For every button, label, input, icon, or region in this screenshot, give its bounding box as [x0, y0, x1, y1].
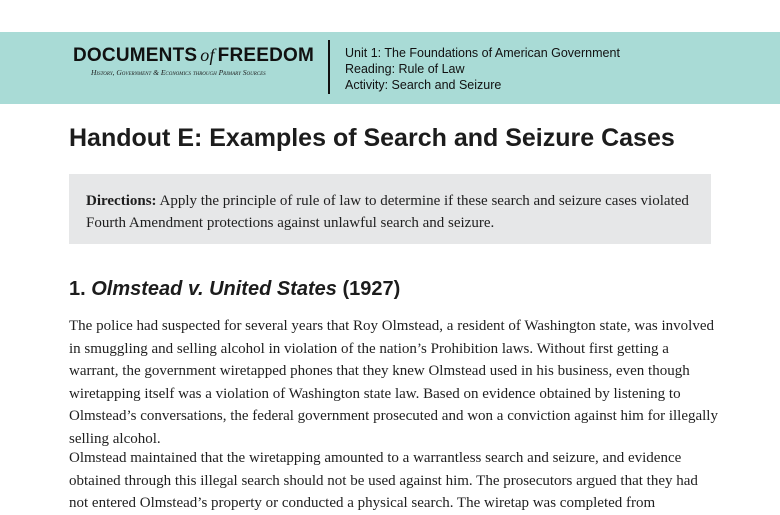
case-name: Olmstead v. United States [91, 278, 337, 300]
brand-name-part1: DOCUMENTS [73, 45, 198, 66]
brand-name-part2: FREEDOM [217, 45, 315, 66]
brand-tagline: History, Government & Economics through Primary Sources [91, 68, 266, 77]
brand-logo [73, 44, 318, 77]
directions-box [69, 174, 711, 244]
directions-text [86, 190, 696, 234]
activity-label: Activity: Search and Seizure [345, 78, 502, 92]
unit-info [345, 45, 620, 93]
directions-body: Apply the principle of rule of law to determine if these search and seizure cases violated Fourth Amendment protections against unlawful search and seizure. [86, 193, 689, 231]
case-heading [69, 278, 400, 301]
brand-name-of: of [200, 45, 215, 65]
brand-name [73, 44, 318, 67]
case-year: (1927) [342, 278, 401, 300]
header-divider [328, 40, 330, 94]
case-paragraph-1: The police had suspected for several years that Roy Olmstead, a resident of Washington state, was involved in smuggling and selling alcohol in violation of the nation’s Prohibition laws. Without first getting a warrant, the government wiretapped phones that they knew Olmstead used in his business, even though wiretapping itself was a violation of Washington state law. Based on evidence obtained by listening to Olmstead’s conversations, the federal government prosecuted and won a conviction against him for illegally selling alcohol. [69, 318, 718, 447]
unit-label: Unit 1: The Foundations of American Government [345, 46, 620, 60]
case-paragraph-2: Olmstead maintained that the wiretapping amounted to a warrantless search and seizure, and evidence obtained through this illegal search should not be used against him. The prosecutors argued that they had not entered Olmstead’s property or conducted a physical search. The wiretap was completed from [69, 450, 698, 511]
case-number: 1. [69, 278, 86, 300]
header-band [0, 32, 780, 104]
reading-label: Reading: Rule of Law [345, 62, 465, 76]
page-title: Handout E: Examples of Search and Seizure Cases [69, 124, 675, 152]
directions-label: Directions: [86, 193, 157, 209]
